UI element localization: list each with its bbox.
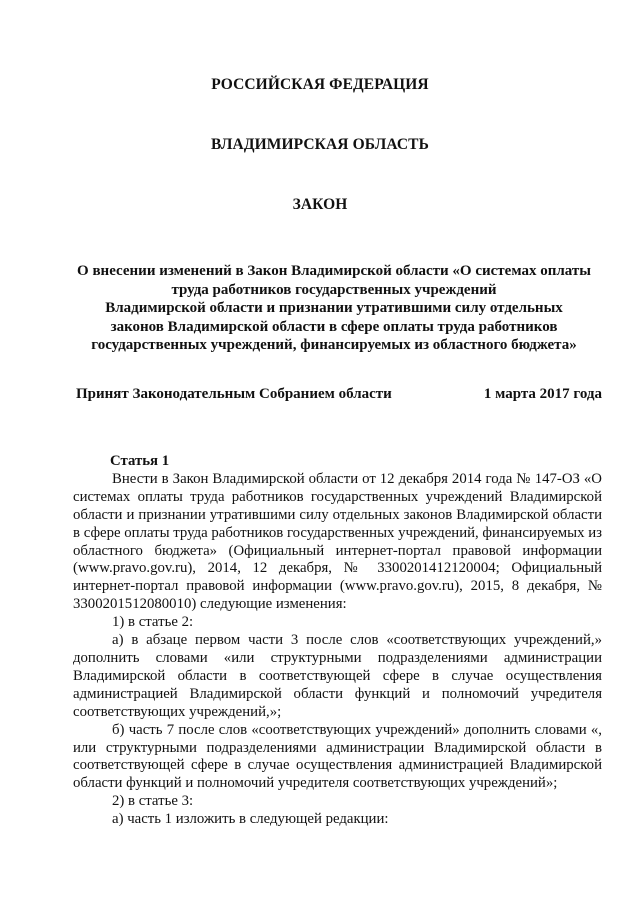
region-heading: ВЛАДИМИРСКАЯ ОБЛАСТЬ xyxy=(211,136,429,153)
law-title-line: труда работников государственных учреждений xyxy=(171,281,497,298)
law-title-line: Владимирской области и признании утратившими силу отдельных xyxy=(105,300,563,316)
article-paragraph: а) в абзаце первом части 3 после слов «соответствующих учреждений,» дополнить словами «или структурными подразделениями администрации Владимирской области в соответствующей сфере в случае осуществления администрацией Владимирской области функций и полномочий учредителя соответствующих учреждений,»; xyxy=(73,632,602,720)
country-heading: РОССИЙСКАЯ ФЕДЕРАЦИЯ xyxy=(211,76,429,93)
article-paragraph: а) часть 1 изложить в следующей редакции: xyxy=(112,811,389,828)
article-paragraph: 2) в статье 3: xyxy=(112,793,194,810)
article-heading: Статья 1 xyxy=(110,453,170,469)
article-body xyxy=(73,453,602,829)
article-paragraph: б) часть 7 после слов «соответствующих учреждений» дополнить словами «, или структурными подразделениями администрации Владимирской области в соответствующей сфере в случае осуществления администрацией Владимирской области функций и полномочий учредителя соответствующих учреждений»; xyxy=(73,721,602,792)
article-paragraph: Внести в Закон Владимирской области от 12 декабря 2014 года № 147-ОЗ «О системах оплаты труда работников государственных учреждений Владимирской области и признании утратившими силу отдельных законов Владимирской области в сфере оплаты труда работников государственных учреждений, финансируемых из областного бюджета» (Официальный интернет-портал правовой информации (www.pravo.gov.ru), 2014, 12 декабря, № 3300201412120004; Официальный интернет-портал правовой информации (www.pravo.gov.ru), 2015, 8 декабря, № 3300201512080010) следующие изменения: xyxy=(73,470,602,613)
doc-type-heading: ЗАКОН xyxy=(292,196,348,213)
adoption-date: 1 марта 2017 года xyxy=(483,386,602,402)
law-title xyxy=(60,262,608,355)
adopted-by: Принят Законодательным Собранием области xyxy=(76,386,392,402)
adoption-line xyxy=(76,386,602,403)
law-title-line: законов Владимирской области в сфере оплаты труда работников xyxy=(110,318,558,335)
law-title-line: государственных учреждений, финансируемых из областного бюджета» xyxy=(91,337,577,353)
law-title-line: О внесении изменений в Закон Владимирской области «О системах оплаты xyxy=(77,263,591,279)
article-paragraph: 1) в статье 2: xyxy=(112,614,194,631)
